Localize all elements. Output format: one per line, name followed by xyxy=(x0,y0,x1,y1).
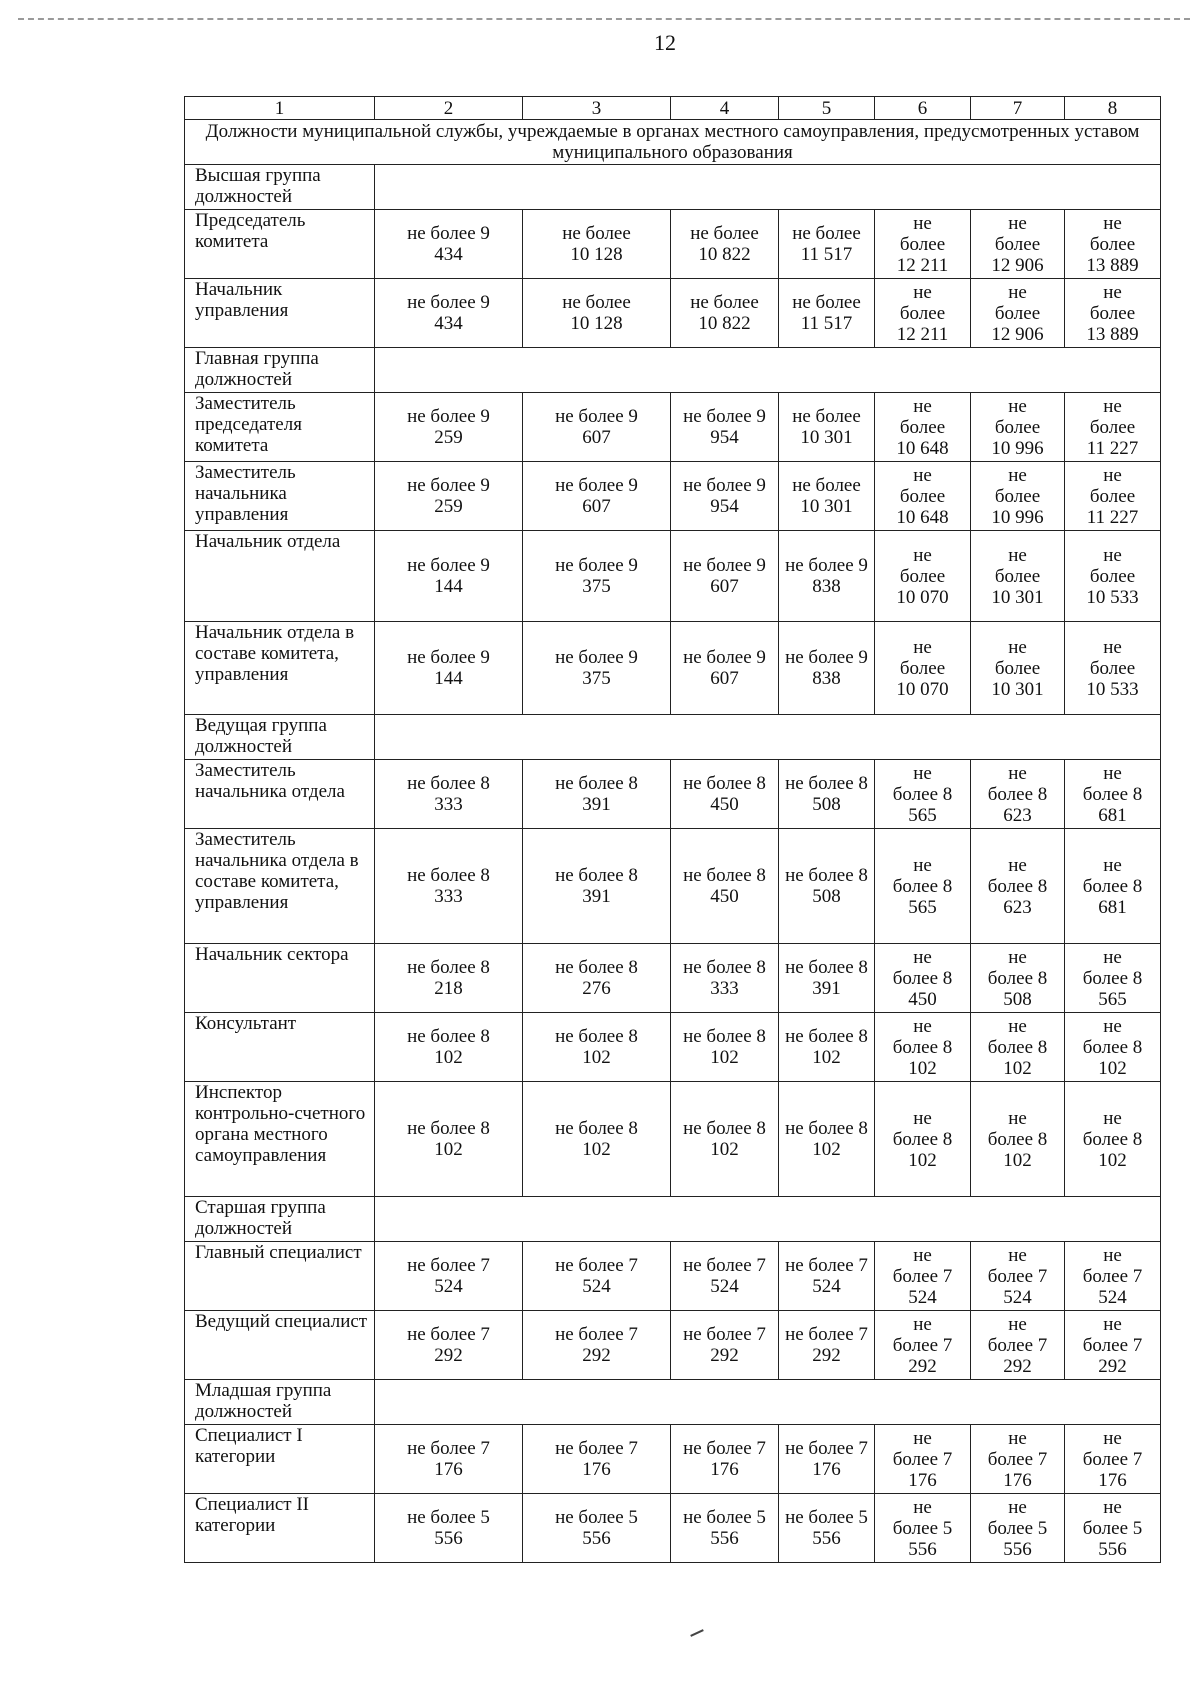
salary-value: не более 7 176 xyxy=(987,1427,1048,1491)
salary-value: не более 7 292 xyxy=(892,1313,953,1377)
salary-value: не более 10 648 xyxy=(896,395,949,459)
salary-value: не более 7 524 xyxy=(683,1255,766,1297)
group-row xyxy=(185,715,1161,760)
salary-cell xyxy=(779,829,875,944)
table-row xyxy=(185,1425,1161,1494)
salary-value: не более 8 450 xyxy=(683,865,766,907)
salary-value: не более 7 292 xyxy=(555,1324,638,1366)
salary-value: не более 8 391 xyxy=(785,957,868,999)
salary-cell xyxy=(1065,1082,1161,1197)
salary-value: не более 10 070 xyxy=(896,636,949,700)
salary-cell xyxy=(875,393,971,462)
table-row xyxy=(185,829,1161,944)
salary-cell xyxy=(375,1082,523,1197)
table-row xyxy=(185,1082,1161,1197)
salary-cell xyxy=(1065,210,1161,279)
salary-value: не более 9 607 xyxy=(683,647,766,689)
salary-value: не более 8 102 xyxy=(987,1107,1048,1171)
salary-cell xyxy=(1065,760,1161,829)
salary-value: не более 9 375 xyxy=(555,555,638,597)
salary-cell xyxy=(375,760,523,829)
group-label: Высшая группа должностей xyxy=(185,165,375,210)
salary-value: не более 8 102 xyxy=(785,1026,868,1068)
page-number: 12 xyxy=(654,30,676,55)
column-header: 8 xyxy=(1065,97,1161,120)
group-row xyxy=(185,165,1161,210)
group-empty-cell xyxy=(375,1197,1161,1242)
salary-cell xyxy=(971,1082,1065,1197)
salary-cell xyxy=(523,279,671,348)
salary-value: не более 9 954 xyxy=(683,475,766,517)
salary-value: не более 8 218 xyxy=(407,957,490,999)
salary-value: не более 8 333 xyxy=(683,957,766,999)
salary-cell xyxy=(779,1311,875,1380)
salary-cell xyxy=(779,1082,875,1197)
salary-value: не более 5 556 xyxy=(785,1507,868,1549)
salary-cell xyxy=(375,393,523,462)
salary-value: не более 7 292 xyxy=(785,1324,868,1366)
salary-cell xyxy=(671,393,779,462)
salary-value: не более 8 102 xyxy=(987,1015,1048,1079)
group-empty-cell xyxy=(375,348,1161,393)
salary-value: не более 7 176 xyxy=(683,1438,766,1480)
salary-value: не более 10 533 xyxy=(1086,544,1139,608)
salary-value: не более 7 292 xyxy=(1082,1313,1143,1377)
salary-value: не более 7 524 xyxy=(407,1255,490,1297)
salary-cell xyxy=(1065,829,1161,944)
column-header: 3 xyxy=(523,97,671,120)
salary-cell xyxy=(971,279,1065,348)
salary-value: не более 8 333 xyxy=(407,773,490,815)
group-label: Младшая группа должностей xyxy=(185,1380,375,1425)
position-name: Заместитель начальника отдела xyxy=(185,760,375,829)
salary-value: не более 8 623 xyxy=(987,762,1048,826)
salary-value: не более 11 227 xyxy=(1086,395,1139,459)
salary-cell xyxy=(971,531,1065,622)
salary-value: не более 8 508 xyxy=(785,865,868,907)
table-row xyxy=(185,622,1161,715)
salary-cell xyxy=(971,760,1065,829)
salary-cell xyxy=(875,1311,971,1380)
salary-cell xyxy=(875,210,971,279)
position-name: Начальник отдела xyxy=(185,531,375,622)
position-name: Председатель комитета xyxy=(185,210,375,279)
salary-value: не более 5 556 xyxy=(407,1507,490,1549)
salary-value: не более 9 954 xyxy=(683,406,766,448)
column-header: 2 xyxy=(375,97,523,120)
salary-value: не более 10 996 xyxy=(991,395,1044,459)
salary-value: не более 8 450 xyxy=(683,773,766,815)
group-label: Ведущая группа должностей xyxy=(185,715,375,760)
salary-value: не более 8 102 xyxy=(555,1026,638,1068)
salary-cell xyxy=(971,210,1065,279)
salary-cell xyxy=(1065,462,1161,531)
salary-cell xyxy=(971,1242,1065,1311)
table-row xyxy=(185,462,1161,531)
salary-value: не более 7 292 xyxy=(683,1324,766,1366)
salary-cell xyxy=(1065,944,1161,1013)
salary-value: не более 9 434 xyxy=(407,223,490,265)
salary-value: не более 9 259 xyxy=(407,406,490,448)
position-name: Начальник управления xyxy=(185,279,375,348)
position-name: Заместитель начальника управления xyxy=(185,462,375,531)
table-row xyxy=(185,944,1161,1013)
column-header: 1 xyxy=(185,97,375,120)
salary-value: не более 7 524 xyxy=(987,1244,1048,1308)
group-row xyxy=(185,1197,1161,1242)
salary-value: не более 5 556 xyxy=(987,1496,1048,1560)
top-scan-rule xyxy=(18,18,1190,20)
salary-value: не более 9 607 xyxy=(683,555,766,597)
salary-cell xyxy=(875,622,971,715)
salary-cell xyxy=(523,1494,671,1563)
salary-value: не более 9 144 xyxy=(407,555,490,597)
salary-value: не более 7 176 xyxy=(407,1438,490,1480)
salary-cell xyxy=(523,1082,671,1197)
salary-value: не более 8 102 xyxy=(892,1107,953,1171)
salary-cell xyxy=(875,944,971,1013)
group-label: Старшая группа должностей xyxy=(185,1197,375,1242)
salary-value: не более 8 102 xyxy=(1082,1015,1143,1079)
table-row xyxy=(185,1013,1161,1082)
salary-cell xyxy=(971,1494,1065,1563)
salary-cell xyxy=(523,1311,671,1380)
salary-cell xyxy=(875,829,971,944)
salary-value: не более 10 301 xyxy=(792,406,861,448)
salary-value: не более 8 276 xyxy=(555,957,638,999)
salary-cell xyxy=(671,944,779,1013)
salary-cell xyxy=(1065,1494,1161,1563)
salary-cell xyxy=(375,1311,523,1380)
salary-cell xyxy=(779,760,875,829)
salary-value: не более 7 176 xyxy=(892,1427,953,1491)
salary-value: не более 8 391 xyxy=(555,865,638,907)
salary-value: не более 10 822 xyxy=(690,292,759,334)
salary-value: не более 7 292 xyxy=(987,1313,1048,1377)
salary-cell xyxy=(671,829,779,944)
salary-cell xyxy=(875,1013,971,1082)
salary-value: не более 9 434 xyxy=(407,292,490,334)
salary-cell xyxy=(671,760,779,829)
table-row xyxy=(185,531,1161,622)
salary-value: не более 10 128 xyxy=(562,223,631,265)
salary-value: не более 5 556 xyxy=(555,1507,638,1549)
group-label: Главная группа должностей xyxy=(185,348,375,393)
salary-cell xyxy=(1065,393,1161,462)
salary-value: не более 11 517 xyxy=(792,223,861,265)
salary-cell xyxy=(779,1425,875,1494)
salary-cell xyxy=(375,210,523,279)
column-header: 7 xyxy=(971,97,1065,120)
salary-cell xyxy=(523,944,671,1013)
salary-cell xyxy=(523,393,671,462)
salary-cell xyxy=(671,622,779,715)
salary-cell xyxy=(375,462,523,531)
salary-value: не более 7 524 xyxy=(785,1255,868,1297)
salary-cell xyxy=(1065,1013,1161,1082)
salary-cell xyxy=(875,1082,971,1197)
salary-value: не более 7 524 xyxy=(555,1255,638,1297)
salary-cell xyxy=(875,760,971,829)
position-name: Начальник сектора xyxy=(185,944,375,1013)
salary-value: не более 10 301 xyxy=(991,636,1044,700)
salary-cell xyxy=(1065,1425,1161,1494)
salary-cell xyxy=(971,829,1065,944)
salary-cell xyxy=(523,622,671,715)
salary-cell xyxy=(779,944,875,1013)
table-row xyxy=(185,210,1161,279)
salary-value: не более 8 102 xyxy=(683,1118,766,1160)
salary-value: не более 7 176 xyxy=(1082,1427,1143,1491)
salary-value: не более 5 556 xyxy=(683,1507,766,1549)
salary-cell xyxy=(779,462,875,531)
salary-value: не более 7 292 xyxy=(407,1324,490,1366)
salary-value: не более 7 176 xyxy=(555,1438,638,1480)
salary-value: не более 10 301 xyxy=(792,475,861,517)
group-row xyxy=(185,348,1161,393)
table-row xyxy=(185,393,1161,462)
position-name: Ведущий специалист xyxy=(185,1311,375,1380)
salary-value: не более 8 391 xyxy=(555,773,638,815)
salary-cell xyxy=(875,1242,971,1311)
position-name: Начальник отдела в составе комитета, управления xyxy=(185,622,375,715)
salary-value: не более 7 524 xyxy=(892,1244,953,1308)
salary-value: не более 8 102 xyxy=(1082,1107,1143,1171)
salary-cell xyxy=(971,393,1065,462)
salary-value: не более 8 333 xyxy=(407,865,490,907)
salary-cell xyxy=(671,1494,779,1563)
salary-value: не более 9 607 xyxy=(555,406,638,448)
salary-value: не более 10 301 xyxy=(991,544,1044,608)
salary-value: не более 11 517 xyxy=(792,292,861,334)
salary-cell xyxy=(523,462,671,531)
salary-cell xyxy=(671,531,779,622)
salary-value: не более 9 144 xyxy=(407,647,490,689)
salary-cell xyxy=(523,210,671,279)
salary-cell xyxy=(971,622,1065,715)
salary-cell xyxy=(1065,1242,1161,1311)
salary-cell xyxy=(875,1425,971,1494)
salary-cell xyxy=(779,1242,875,1311)
table-row xyxy=(185,760,1161,829)
salary-cell xyxy=(375,944,523,1013)
section-title-row xyxy=(185,120,1161,165)
salary-value: не более 8 102 xyxy=(407,1118,490,1160)
salary-cell xyxy=(671,462,779,531)
salary-value: не более 9 607 xyxy=(555,475,638,517)
salary-value: не более 8 623 xyxy=(987,854,1048,918)
salary-value: не более 12 906 xyxy=(991,212,1044,276)
salary-value: не более 9 375 xyxy=(555,647,638,689)
salary-cell xyxy=(671,1311,779,1380)
salary-value: не более 8 102 xyxy=(892,1015,953,1079)
salary-value: не более 13 889 xyxy=(1086,281,1139,345)
salary-cell xyxy=(375,531,523,622)
salary-value: не более 5 556 xyxy=(892,1496,953,1560)
table-body xyxy=(185,97,1161,1563)
salary-value: не более 10 070 xyxy=(896,544,949,608)
salary-value: не более 8 681 xyxy=(1082,854,1143,918)
salary-value: не более 8 102 xyxy=(407,1026,490,1068)
salary-cell xyxy=(971,462,1065,531)
position-name: Заместитель председателя комитета xyxy=(185,393,375,462)
salary-cell xyxy=(523,829,671,944)
position-name: Инспектор контрольно-счетного органа местного самоуправления xyxy=(185,1082,375,1197)
salary-value: не более 10 648 xyxy=(896,464,949,528)
salary-value: не более 5 556 xyxy=(1082,1496,1143,1560)
salary-cell xyxy=(779,622,875,715)
salary-value: не более 8 102 xyxy=(683,1026,766,1068)
salary-cell xyxy=(971,1013,1065,1082)
salary-value: не более 9 259 xyxy=(407,475,490,517)
salary-cell xyxy=(523,1013,671,1082)
salary-value: не более 8 565 xyxy=(1082,946,1143,1010)
table-row xyxy=(185,1242,1161,1311)
salary-cell xyxy=(971,1311,1065,1380)
salary-value: не более 11 227 xyxy=(1086,464,1139,528)
salary-value: не более 8 681 xyxy=(1082,762,1143,826)
position-name: Специалист II категории xyxy=(185,1494,375,1563)
salary-cell xyxy=(1065,279,1161,348)
table-row xyxy=(185,279,1161,348)
salary-cell xyxy=(671,210,779,279)
salary-cell xyxy=(671,279,779,348)
salary-cell xyxy=(1065,531,1161,622)
salary-cell xyxy=(375,622,523,715)
table-row xyxy=(185,1494,1161,1563)
salary-value: не более 12 906 xyxy=(991,281,1044,345)
position-name: Консультант xyxy=(185,1013,375,1082)
salary-cell xyxy=(971,944,1065,1013)
salary-cell xyxy=(523,760,671,829)
salary-value: не более 10 128 xyxy=(562,292,631,334)
salary-cell xyxy=(779,393,875,462)
section-title: Должности муниципальной службы, учреждаемые в органах местного самоуправления, предусмотренных уставом муниципального образования xyxy=(185,120,1161,165)
group-row xyxy=(185,1380,1161,1425)
salary-table xyxy=(184,96,1161,1563)
salary-cell xyxy=(779,210,875,279)
salary-cell xyxy=(1065,1311,1161,1380)
salary-cell xyxy=(779,279,875,348)
salary-value: не более 9 838 xyxy=(785,647,868,689)
salary-value: не более 8 565 xyxy=(892,762,953,826)
salary-value: не более 9 838 xyxy=(785,555,868,597)
column-number-row xyxy=(185,97,1161,120)
salary-cell xyxy=(875,1494,971,1563)
salary-value: не более 8 450 xyxy=(892,946,953,1010)
salary-cell xyxy=(375,1013,523,1082)
position-name: Главный специалист xyxy=(185,1242,375,1311)
column-header: 4 xyxy=(671,97,779,120)
salary-value: не более 7 524 xyxy=(1082,1244,1143,1308)
salary-cell xyxy=(523,1242,671,1311)
salary-value: не более 13 889 xyxy=(1086,212,1139,276)
salary-cell xyxy=(523,531,671,622)
salary-value: не более 8 102 xyxy=(785,1118,868,1160)
salary-value: не более 10 996 xyxy=(991,464,1044,528)
position-name: Специалист I категории xyxy=(185,1425,375,1494)
salary-cell xyxy=(671,1425,779,1494)
salary-cell xyxy=(671,1013,779,1082)
salary-cell xyxy=(779,531,875,622)
table-row xyxy=(185,1311,1161,1380)
salary-cell xyxy=(375,1494,523,1563)
salary-value: не более 7 176 xyxy=(785,1438,868,1480)
salary-cell xyxy=(375,1242,523,1311)
salary-cell xyxy=(1065,622,1161,715)
salary-value: не более 8 102 xyxy=(555,1118,638,1160)
salary-value: не более 8 508 xyxy=(987,946,1048,1010)
group-empty-cell xyxy=(375,715,1161,760)
salary-cell xyxy=(375,279,523,348)
salary-cell xyxy=(875,279,971,348)
scan-mark xyxy=(690,1629,704,1637)
position-name: Заместитель начальника отдела в составе комитета, управления xyxy=(185,829,375,944)
group-empty-cell xyxy=(375,1380,1161,1425)
column-header: 6 xyxy=(875,97,971,120)
salary-cell xyxy=(875,462,971,531)
salary-cell xyxy=(779,1013,875,1082)
salary-cell xyxy=(779,1494,875,1563)
salary-cell xyxy=(375,1425,523,1494)
salary-cell xyxy=(971,1425,1065,1494)
group-empty-cell xyxy=(375,165,1161,210)
column-header: 5 xyxy=(779,97,875,120)
salary-value: не более 10 822 xyxy=(690,223,759,265)
salary-value: не более 12 211 xyxy=(896,212,949,276)
salary-cell xyxy=(375,829,523,944)
salary-cell xyxy=(671,1242,779,1311)
salary-value: не более 10 533 xyxy=(1086,636,1139,700)
salary-cell xyxy=(875,531,971,622)
salary-value: не более 8 508 xyxy=(785,773,868,815)
salary-value: не более 8 565 xyxy=(892,854,953,918)
salary-cell xyxy=(671,1082,779,1197)
salary-cell xyxy=(523,1425,671,1494)
salary-value: не более 12 211 xyxy=(896,281,949,345)
